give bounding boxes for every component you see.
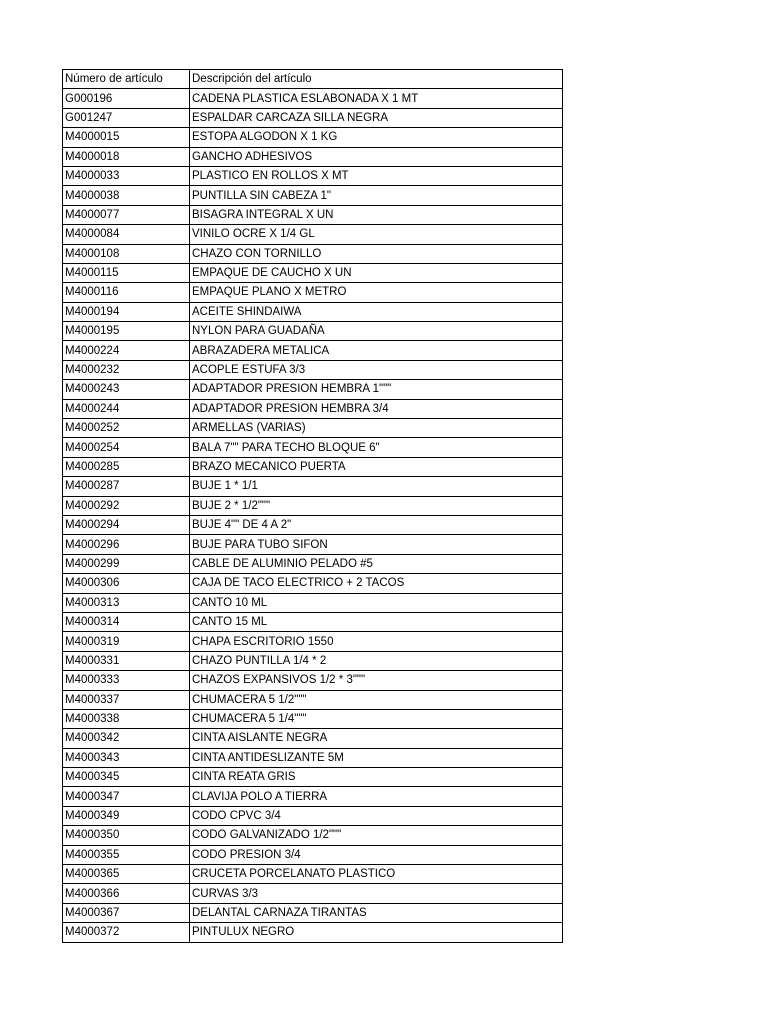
item-number-cell: M4000338 [63,709,190,728]
table-row [63,690,563,709]
table-row [63,632,563,651]
table-row [63,147,563,166]
item-number-cell: M4000252 [63,419,190,438]
table-row [63,341,563,360]
item-number-cell: M4000333 [63,671,190,690]
item-description-cell: DELANTAL CARNAZA TIRANTAS [190,903,563,922]
table-row [63,729,563,748]
item-description-cell: EMPAQUE DE CAUCHO X UN [190,263,563,282]
table-row [63,360,563,379]
table-row [63,651,563,670]
table-row [63,612,563,631]
table-row [63,205,563,224]
item-number-cell: M4000345 [63,768,190,787]
item-number-cell: M4000367 [63,903,190,922]
item-description-cell: CADENA PLASTICA ESLABONADA X 1 MT [190,89,563,108]
item-description-cell: CANTO 10 ML [190,593,563,612]
item-description-cell: CINTA AISLANTE NEGRA [190,729,563,748]
item-number-cell: M4000349 [63,806,190,825]
item-description-cell: CHAZO CON TORNILLO [190,244,563,263]
item-number-cell: M4000244 [63,399,190,418]
item-number-cell: M4000337 [63,690,190,709]
item-description-cell: PUNTILLA SIN CABEZA 1" [190,186,563,205]
item-number-cell: G000196 [63,89,190,108]
item-description-cell: CODO GALVANIZADO 1/2""" [190,826,563,845]
items-sheet [62,69,562,943]
item-number-cell: M4000292 [63,496,190,515]
table-row [63,225,563,244]
header-row [63,70,563,89]
header-item-description: Descripción del artículo [190,70,563,89]
table-row [63,244,563,263]
item-description-cell: BISAGRA INTEGRAL X UN [190,205,563,224]
item-description-cell: CABLE DE ALUMINIO PELADO #5 [190,554,563,573]
table-body [63,89,563,942]
item-description-cell: ACEITE SHINDAIWA [190,302,563,321]
item-description-cell: CODO PRESION 3/4 [190,845,563,864]
item-number-cell: M4000313 [63,593,190,612]
item-description-cell: CODO CPVC 3/4 [190,806,563,825]
item-description-cell: CHAZOS EXPANSIVOS 1/2 * 3""" [190,671,563,690]
item-number-cell: M4000285 [63,457,190,476]
item-description-cell: CINTA REATA GRIS [190,768,563,787]
item-number-cell: M4000314 [63,612,190,631]
item-description-cell: ADAPTADOR PRESION HEMBRA 3/4 [190,399,563,418]
item-number-cell: M4000033 [63,166,190,185]
table-row [63,768,563,787]
item-number-cell: M4000194 [63,302,190,321]
item-number-cell: M4000299 [63,554,190,573]
item-description-cell: EMPAQUE PLANO X METRO [190,283,563,302]
table-row [63,671,563,690]
table-row [63,380,563,399]
item-description-cell: PLASTICO EN ROLLOS X MT [190,166,563,185]
item-description-cell: ARMELLAS (VARIAS) [190,419,563,438]
table-row [63,166,563,185]
table-row [63,302,563,321]
table-row [63,535,563,554]
table-row [63,128,563,147]
item-number-cell: M4000287 [63,477,190,496]
item-number-cell: M4000342 [63,729,190,748]
item-number-cell: M4000331 [63,651,190,670]
item-number-cell: M4000116 [63,283,190,302]
table-row [63,322,563,341]
item-number-cell: M4000355 [63,845,190,864]
item-description-cell: BRAZO MECANICO PUERTA [190,457,563,476]
item-number-cell: M4000232 [63,360,190,379]
header-item-number: Número de artículo [63,70,190,89]
item-number-cell: M4000015 [63,128,190,147]
item-description-cell: BALA 7"" PARA TECHO BLOQUE 6" [190,438,563,457]
table-row [63,865,563,884]
table-row [63,399,563,418]
table-row [63,477,563,496]
item-number-cell: G001247 [63,108,190,127]
item-description-cell: BUJE 1 * 1/1 [190,477,563,496]
item-description-cell: ABRAZADERA METALICA [190,341,563,360]
item-number-cell: M4000296 [63,535,190,554]
item-number-cell: M4000343 [63,748,190,767]
item-description-cell: BUJE 4"" DE 4 A 2" [190,515,563,534]
table-row [63,787,563,806]
item-description-cell: NYLON PARA GUADAÑA [190,322,563,341]
table-row [63,826,563,845]
item-number-cell: M4000108 [63,244,190,263]
item-number-cell: M4000372 [63,923,190,942]
table-row [63,108,563,127]
item-number-cell: M4000224 [63,341,190,360]
item-description-cell: VINILO OCRE X 1/4 GL [190,225,563,244]
item-description-cell: CLAVIJA POLO A TIERRA [190,787,563,806]
item-description-cell: BUJE 2 * 1/2""" [190,496,563,515]
item-number-cell: M4000195 [63,322,190,341]
item-number-cell: M4000365 [63,865,190,884]
item-description-cell: CHAZO PUNTILLA 1/4 * 2 [190,651,563,670]
item-description-cell: PINTULUX NEGRO [190,923,563,942]
table-row [63,496,563,515]
item-description-cell: CRUCETA PORCELANATO PLASTICO [190,865,563,884]
item-number-cell: M4000294 [63,515,190,534]
item-number-cell: M4000038 [63,186,190,205]
table-row [63,515,563,534]
table-row [63,263,563,282]
table-row [63,457,563,476]
item-number-cell: M4000243 [63,380,190,399]
item-description-cell: GANCHO ADHESIVOS [190,147,563,166]
table-row [63,593,563,612]
item-number-cell: M4000350 [63,826,190,845]
item-number-cell: M4000115 [63,263,190,282]
item-number-cell: M4000347 [63,787,190,806]
table-row [63,923,563,942]
item-number-cell: M4000077 [63,205,190,224]
item-description-cell: ESPALDAR CARCAZA SILLA NEGRA [190,108,563,127]
item-description-cell: BUJE PARA TUBO SIFON [190,535,563,554]
item-number-cell: M4000084 [63,225,190,244]
item-description-cell: CHUMACERA 5 1/4""" [190,709,563,728]
table-row [63,903,563,922]
table-row [63,89,563,108]
item-description-cell: CANTO 15 ML [190,612,563,631]
table-row [63,419,563,438]
item-description-cell: ADAPTADOR PRESION HEMBRA 1""" [190,380,563,399]
table-row [63,884,563,903]
table-row [63,709,563,728]
item-description-cell: CHAPA ESCRITORIO 1550 [190,632,563,651]
item-number-cell: M4000366 [63,884,190,903]
item-description-cell: CHUMACERA 5 1/2""" [190,690,563,709]
table-row [63,554,563,573]
item-description-cell: ESTOPA ALGODON X 1 KG [190,128,563,147]
item-description-cell: CURVAS 3/3 [190,884,563,903]
item-number-cell: M4000018 [63,147,190,166]
item-number-cell: M4000254 [63,438,190,457]
item-number-cell: M4000319 [63,632,190,651]
items-table [62,69,563,943]
item-description-cell: CINTA ANTIDESLIZANTE 5M [190,748,563,767]
table-row [63,574,563,593]
item-description-cell: CAJA DE TACO ELECTRICO + 2 TACOS [190,574,563,593]
table-row [63,186,563,205]
item-description-cell: ACOPLE ESTUFA 3/3 [190,360,563,379]
item-number-cell: M4000306 [63,574,190,593]
table-row [63,748,563,767]
table-row [63,438,563,457]
table-row [63,283,563,302]
table-row [63,845,563,864]
table-row [63,806,563,825]
